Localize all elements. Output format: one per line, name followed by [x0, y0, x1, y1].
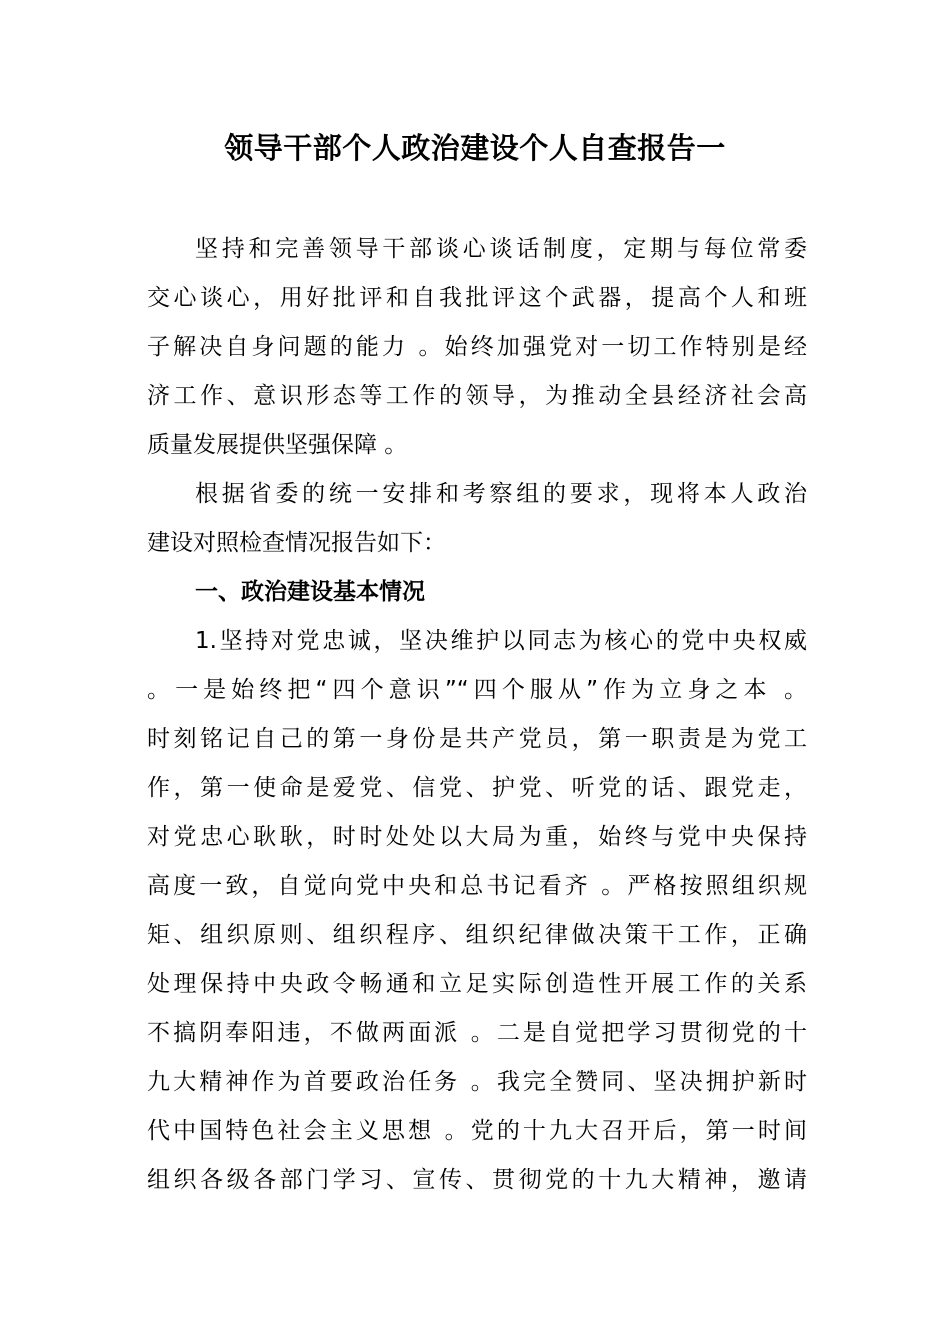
paragraph-line: 建设对照检查情况报告如下：	[147, 530, 446, 556]
paragraph-line: 时刻铭记自己的第一身份是共产党员，第一职责是为党工	[147, 726, 807, 752]
paragraph-line: 质量发展提供坚强保障 。	[147, 432, 408, 458]
paragraph-line: 高度一致，自觉向党中央和总书记看齐 。严格按照组织规	[147, 873, 807, 899]
paragraph-line: 作，第一使命是爱党、信党、护党、听党的话、跟党走，	[147, 775, 807, 801]
paragraph-line: 济工作、意识形态等工作的领导，为推动全县经济社会高	[147, 383, 807, 409]
document-title: 领导干部个人政治建设个人自查报告一	[224, 131, 726, 165]
section-heading: 一、政治建设基本情况	[195, 579, 425, 605]
paragraph-line: 1.坚持对党忠诚，坚决维护以同志为核心的党中央权威	[195, 628, 807, 654]
paragraph-line: 。一是始终把“四个意识”“四个服从”作为立身之本 。	[147, 677, 807, 703]
paragraph-line: 对党忠心耿耿，时时处处以大局为重，始终与党中央保持	[147, 824, 807, 850]
paragraph-line: 组织各级各部门学习、宣传、贯彻党的十九大精神，邀请	[147, 1167, 807, 1193]
paragraph-line: 代中国特色社会主义思想 。党的十九大召开后，第一时间	[147, 1118, 807, 1144]
paragraph-line: 坚持和完善领导干部谈心谈话制度，定期与每位常委	[195, 236, 807, 262]
paragraph-line: 子解决自身问题的能力 。始终加强党对一切工作特别是经	[147, 334, 807, 360]
paragraph-line: 交心谈心，用好批评和自我批评这个武器，提高个人和班	[147, 285, 807, 311]
document-body	[147, 225, 807, 1205]
paragraph-line: 根据省委的统一安排和考察组的要求，现将本人政治	[195, 481, 807, 507]
paragraph-line: 九大精神作为首要政治任务 。我完全赞同、坚决拥护新时	[147, 1069, 807, 1095]
paragraph-line: 矩、组织原则、组织程序、组织纪律做决策干工作，正确	[147, 922, 807, 948]
paragraph-line: 处理保持中央政令畅通和立足实际创造性开展工作的关系	[147, 971, 807, 997]
paragraph-line: 不搞阴奉阳违，不做两面派 。二是自觉把学习贯彻党的十	[147, 1020, 807, 1046]
